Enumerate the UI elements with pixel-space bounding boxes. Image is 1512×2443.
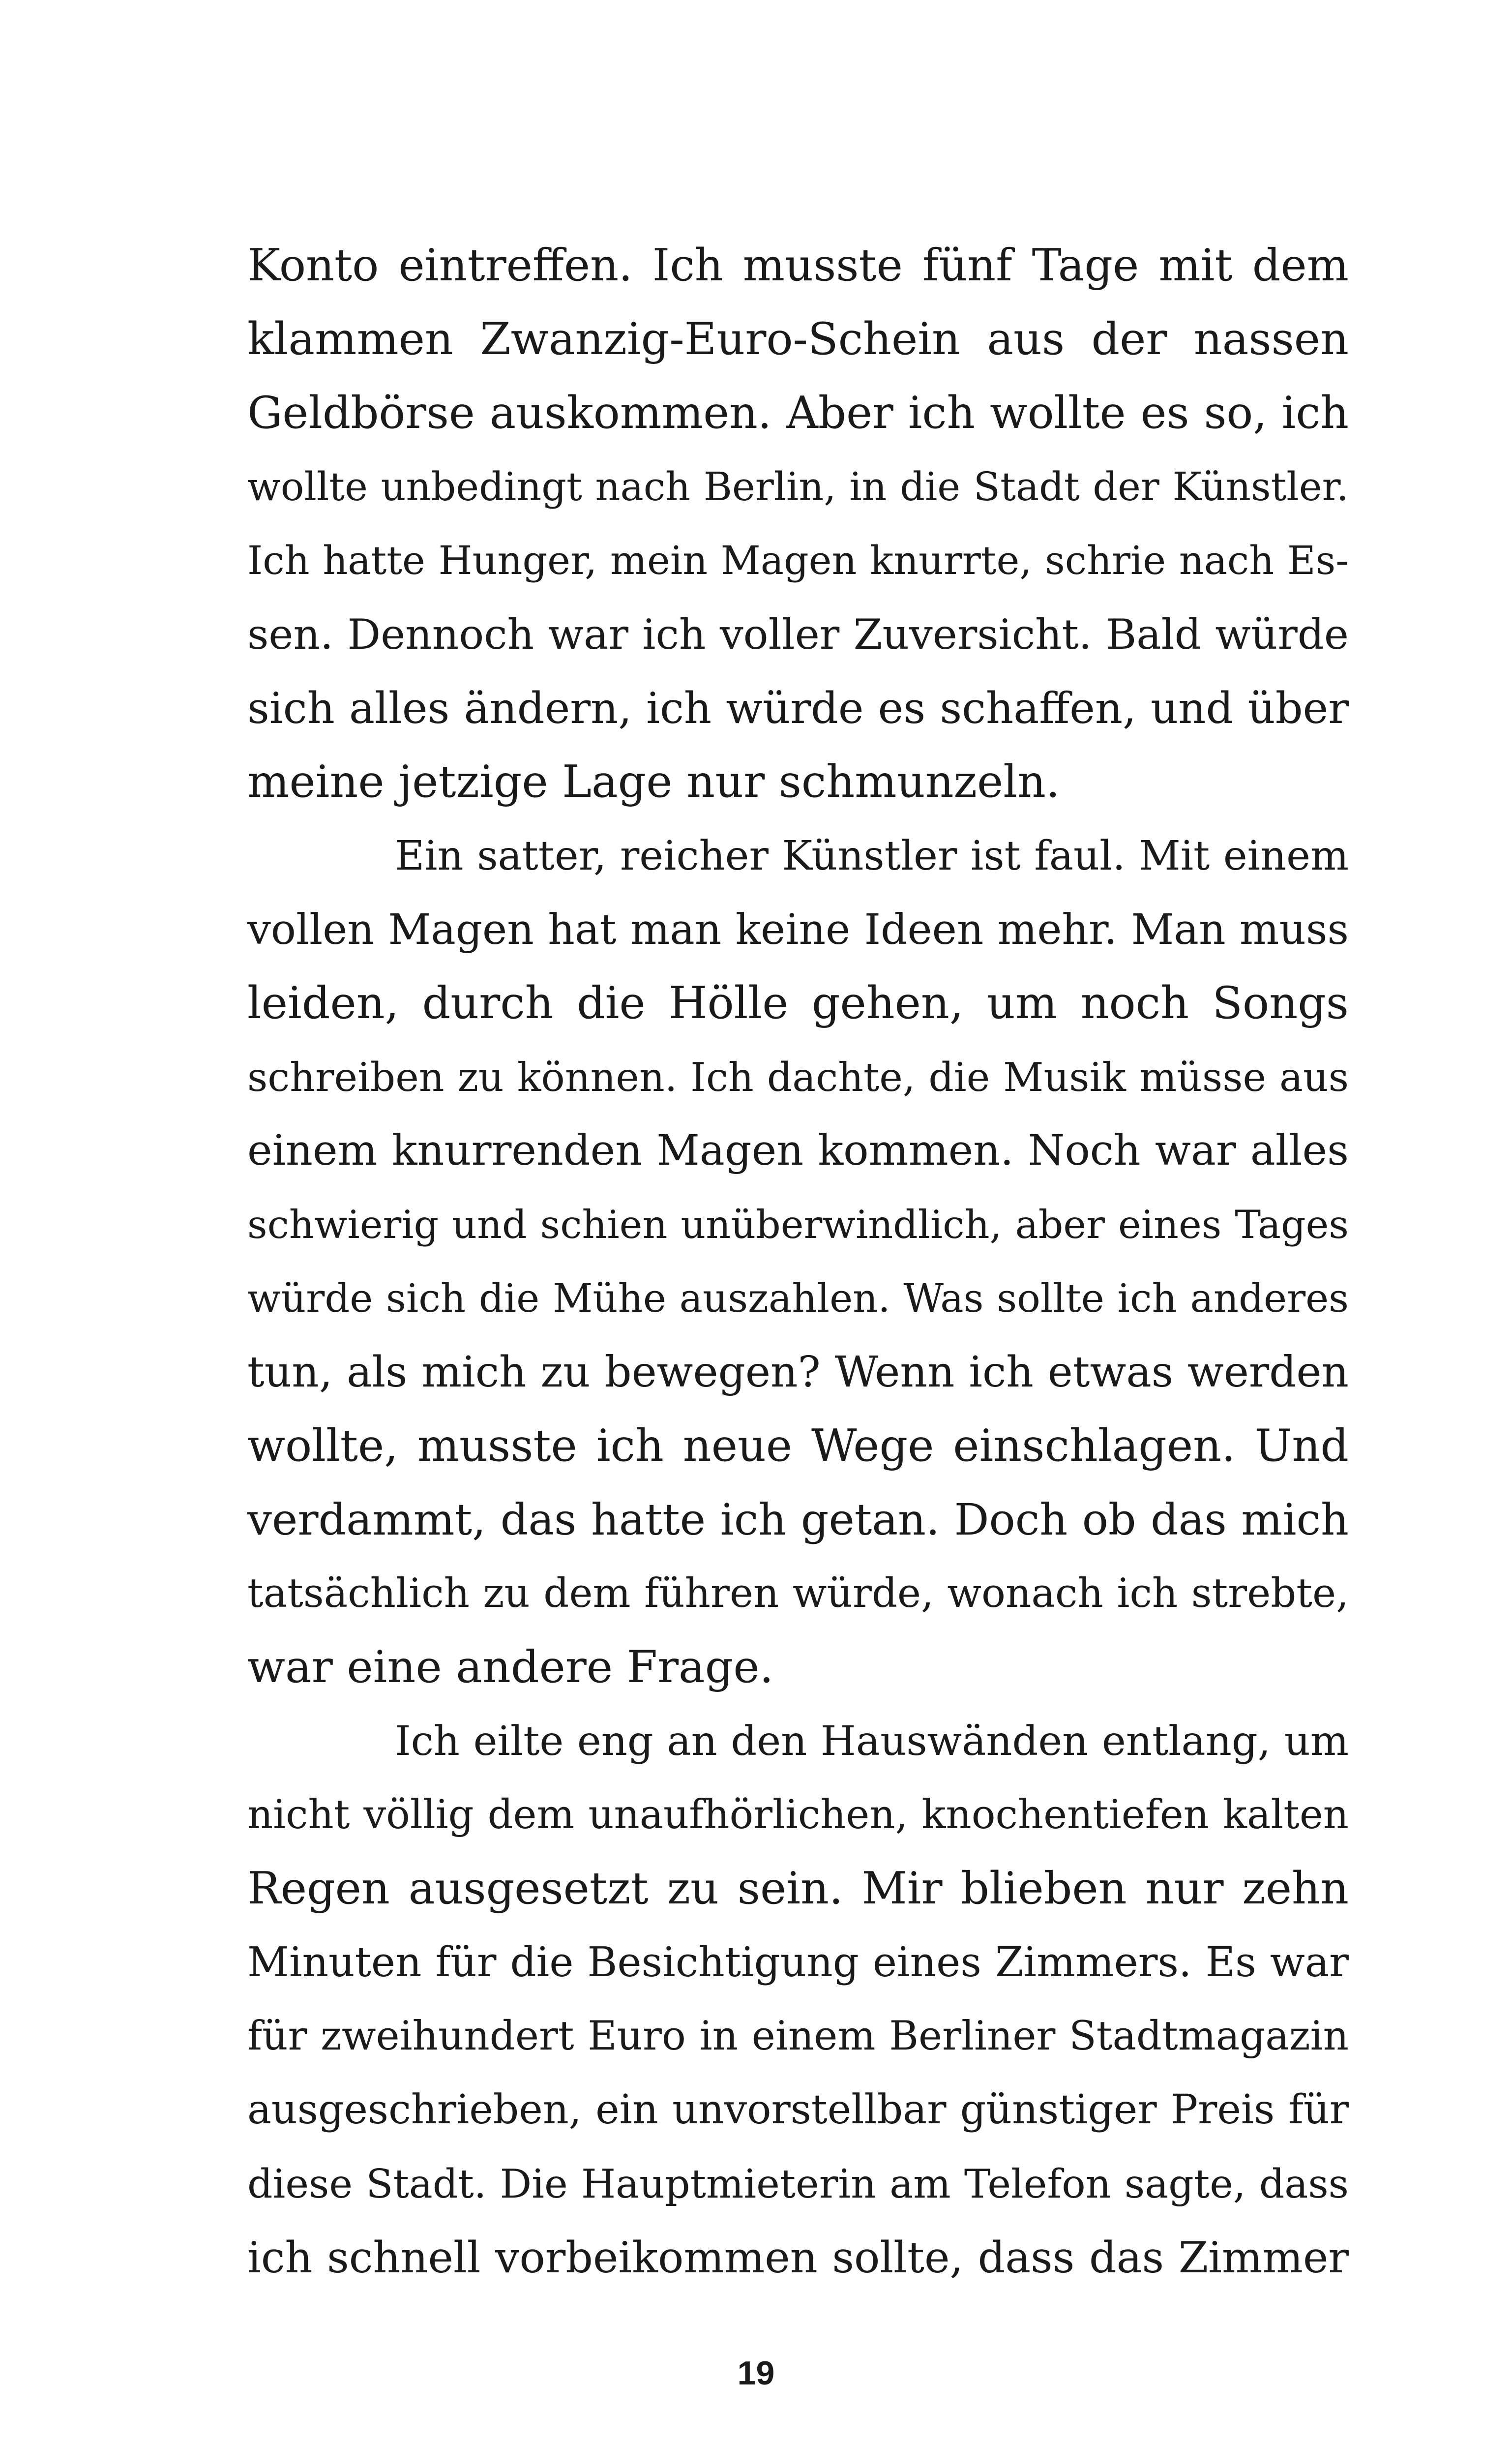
text-line: Regen ausgesetzt zu sein. Mir blieben nur zehn bbox=[247, 1863, 1349, 1914]
text-line: tatsächlich zu dem führen würde, wonach ich strebte, bbox=[247, 1570, 1349, 1617]
text-line: Ich hatte Hunger, mein Magen knurrte, schrie nach Es- bbox=[247, 538, 1349, 583]
text-line: sich alles ändern, ich würde es schaffen, und über bbox=[247, 683, 1349, 733]
text-line: war eine andere Frage. bbox=[247, 1641, 774, 1693]
text-line: sen. Dennoch war ich voller Zuversicht. Bald würde bbox=[247, 610, 1349, 659]
text-line: leiden, durch die Hölle gehen, um noch Songs bbox=[247, 977, 1349, 1029]
text-line: würde sich die Mühe auszahlen. Was sollte ich anderes bbox=[247, 1275, 1349, 1321]
text-line: wollte, musste ich neue Wege einschlagen. Und bbox=[247, 1420, 1349, 1472]
text-line: Ich eilte eng an den Hauswänden entlang, um bbox=[395, 1718, 1349, 1765]
text-line: ich schnell vorbeikommen sollte, dass das Zimmer bbox=[247, 2232, 1349, 2283]
text-line: tun, als mich zu bewegen? Wenn ich etwas werden bbox=[247, 1348, 1349, 1397]
text-line: verdammt, das hatte ich getan. Doch ob das mich bbox=[247, 1494, 1349, 1545]
text-line: wollte unbedingt nach Berlin, in die Stadt der Künstler. bbox=[247, 464, 1349, 510]
text-line: schreiben zu können. Ich dachte, die Musik müsse aus bbox=[247, 1054, 1349, 1100]
text-line: vollen Magen hat man keine Ideen mehr. Man muss bbox=[247, 905, 1349, 954]
text-line: einem knurrenden Magen kommen. Noch war alles bbox=[247, 1126, 1349, 1175]
text-line: Minuten für die Besichtigung eines Zimmers. Es war bbox=[247, 1938, 1349, 1986]
body-text bbox=[247, 229, 1349, 2294]
text-line: Konto eintreffen. Ich musste fünf Tage mit dem bbox=[247, 240, 1349, 291]
text-line: für zweihundert Euro in einem Berliner Stadtmagazin bbox=[247, 2013, 1349, 2059]
text-line: Ein satter, reicher Künstler ist faul. Mit einem bbox=[395, 832, 1349, 879]
text-line: schwierig und schien unüberwindlich, aber eines Tages bbox=[247, 1202, 1349, 1247]
text-line: Geldbörse auskommen. Aber ich wollte es so, ich bbox=[247, 388, 1349, 439]
text-line: meine jetzige Lage nur schmunzeln. bbox=[247, 756, 1060, 808]
text-line: klammen Zwanzig-Euro-Schein aus der nassen bbox=[247, 313, 1349, 365]
page-number: 19 bbox=[737, 2354, 775, 2392]
text-line: diese Stadt. Die Hauptmieterin am Telefon sagte, dass bbox=[247, 2161, 1349, 2207]
text-line: ausgeschrieben, ein unvorstellbar günstiger Preis für bbox=[247, 2086, 1349, 2133]
text-line: nicht völlig dem unaufhörlichen, knochentiefen kalten bbox=[247, 1792, 1349, 1838]
